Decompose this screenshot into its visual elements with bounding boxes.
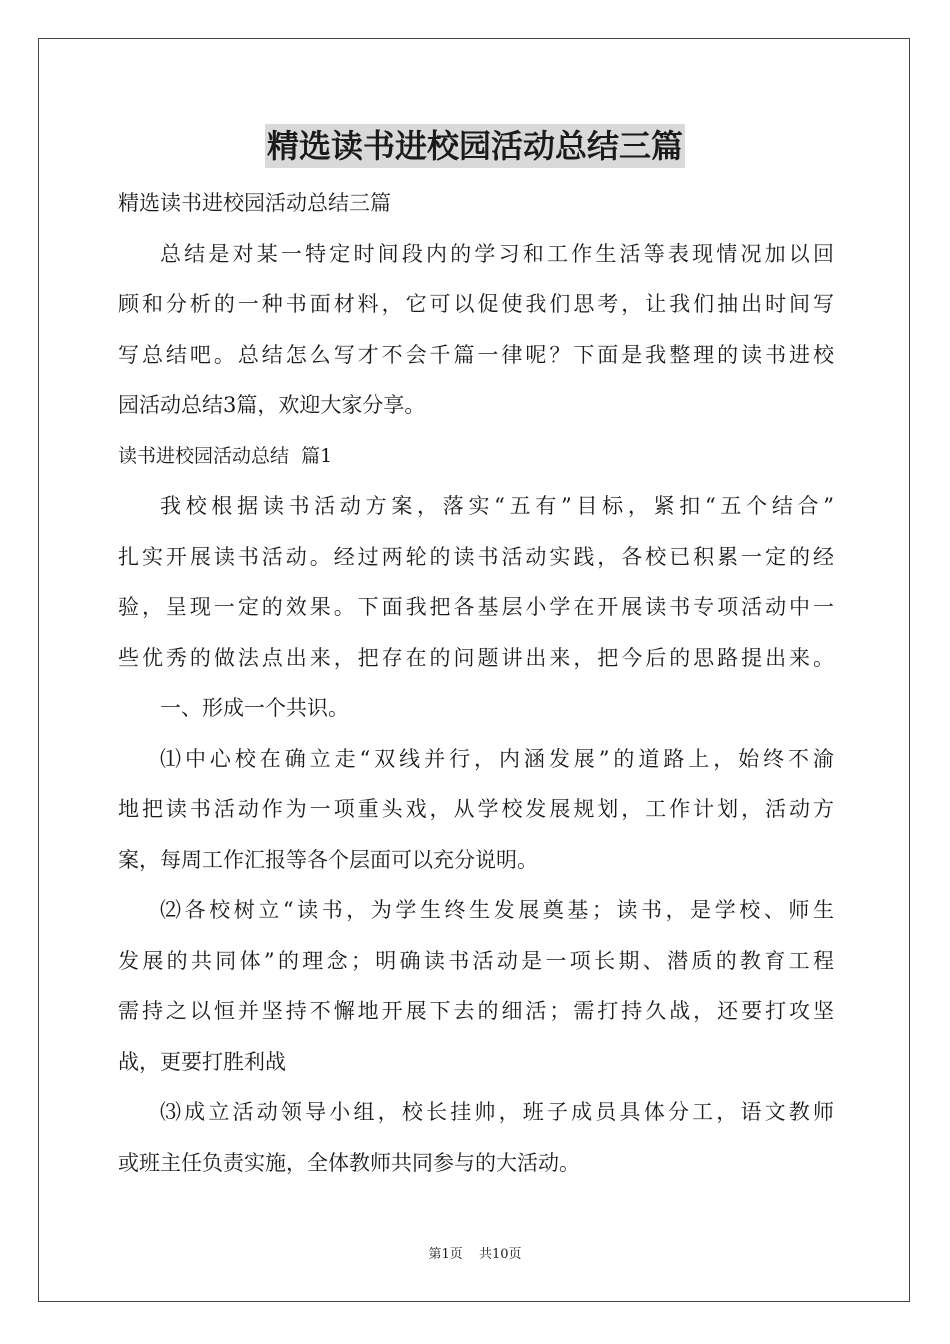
page-number-current: 第1页 xyxy=(428,1247,463,1262)
paragraph-line: 验，呈现一定的效果。下面我把各基层小学在开展读书专项活动中一 xyxy=(118,595,834,619)
paragraph-line: 扎实开展读书活动。经过两轮的读书活动实践，各校已积累一定的经 xyxy=(118,544,834,569)
paragraph-line: 顾和分析的一种书面材料，它可以促使我们思考，让我们抽出时间写 xyxy=(118,292,834,316)
paragraph-line: 战，更要打胜利战 xyxy=(118,1049,286,1074)
document-body xyxy=(118,178,834,1188)
paragraph-line: 需持之以恒并坚持不懈地开展下去的细活；需打持久战，还要打攻坚 xyxy=(118,999,834,1023)
paragraph-line: 总结是对某一特定时间段内的学习和工作生活等表现情况加以回 xyxy=(160,241,834,266)
page-number-total: 共10页 xyxy=(478,1247,522,1262)
paragraph-line: 园活动总结3篇，欢迎大家分享。 xyxy=(118,393,426,417)
page-footer xyxy=(0,1246,950,1264)
paragraph-line: 地把读书活动作为一项重头戏，从学校发展规划，工作计划，活动方 xyxy=(118,797,834,821)
title-container xyxy=(0,124,950,168)
paragraph-line: 些优秀的做法点出来，把存在的问题讲出来，把今后的思路提出来。 xyxy=(118,645,834,670)
paragraph-line: 发展的共同体”的理念；明确读书活动是一项长期、潜质的教育工程 xyxy=(118,948,834,973)
subtitle-line: 精选读书进校园活动总结三篇 xyxy=(118,191,391,215)
document-title: 精选读书进校园活动总结三篇 xyxy=(265,124,685,168)
paragraph-line: ⑶成立活动领导小组，校长挂帅，班子成员具体分工，语文教师 xyxy=(160,1100,834,1124)
section-heading: 读书进校园活动总结 篇1 xyxy=(118,444,333,467)
paragraph-line: ⑵各校树立“读书，为学生终生发展奠基；读书，是学校、师生 xyxy=(160,898,834,922)
paragraph-line: 案，每周工作汇报等各个层面可以充分说明。 xyxy=(118,847,538,872)
list-heading: 一、形成一个共识。 xyxy=(160,696,349,720)
paragraph-line: 我校根据读书活动方案，落实“五有”目标，紧扣“五个结合” xyxy=(160,494,834,518)
paragraph-line: ⑴中心校在确立走“双线并行，内涵发展”的道路上，始终不渝 xyxy=(160,746,834,771)
paragraph-line: 写总结吧。总结怎么写才不会千篇一律呢？下面是我整理的读书进校 xyxy=(118,342,834,367)
paragraph-line: 或班主任负责实施，全体教师共同参与的大活动。 xyxy=(118,1150,580,1175)
